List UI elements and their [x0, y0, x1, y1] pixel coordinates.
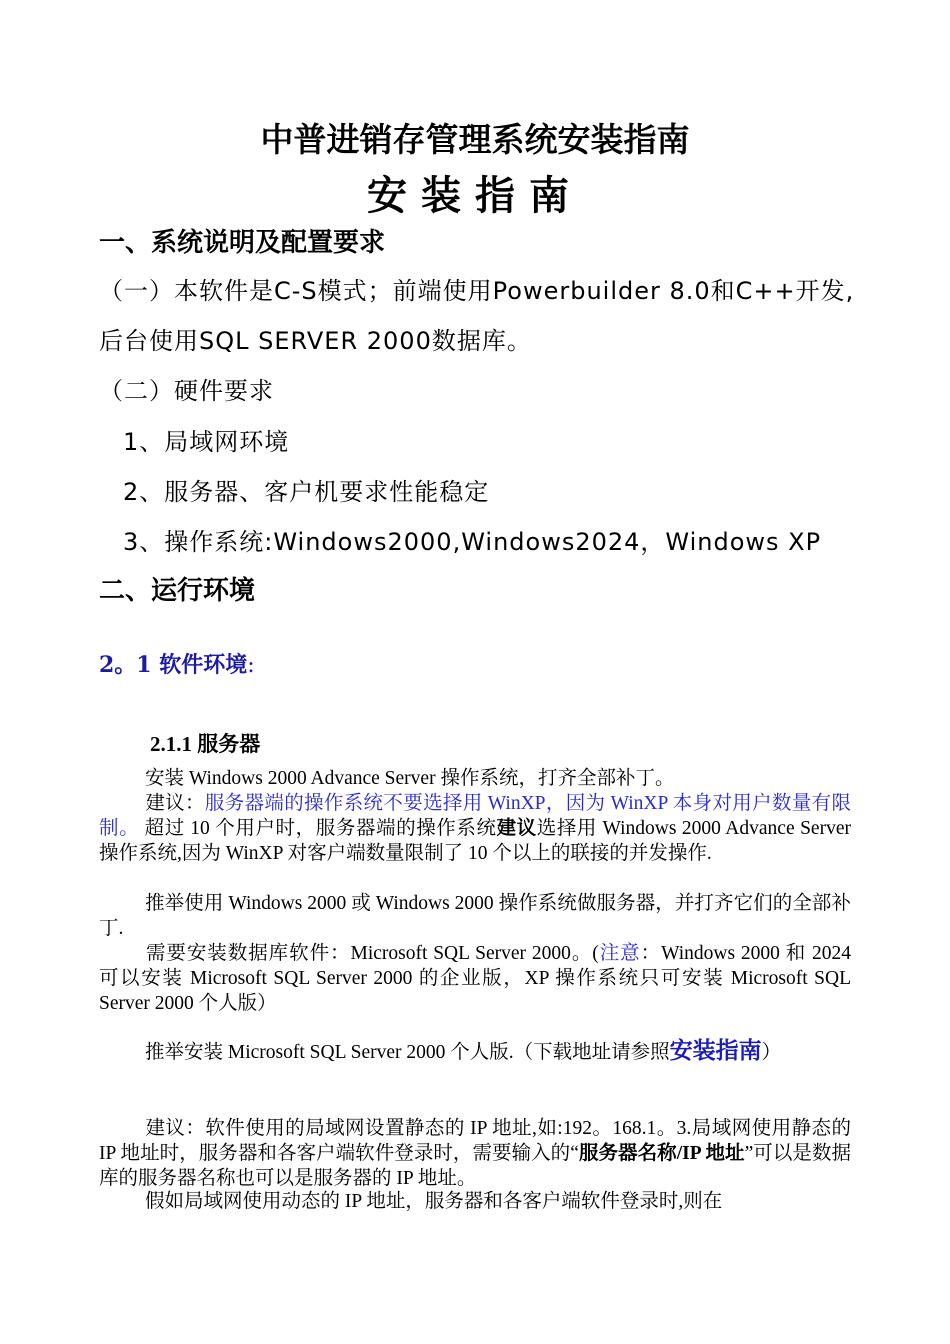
section-heading-runtime: 二、运行环境 — [99, 576, 256, 606]
intro-line-1: （一）本软件是C-S模式；前端使用Powerbuilder 8.0和C++开发, — [99, 277, 855, 305]
subsection-heading-server: 2.1.1 服务器 — [150, 732, 261, 756]
hardware-item-performance: 2、服务器、客户机要求性能稳定 — [123, 478, 490, 506]
document-subtitle: 安装指南 — [367, 172, 583, 219]
intro-line-2: 后台使用SQL SERVER 2000数据库。 — [99, 327, 532, 355]
paragraph-recommend-sql: 推举安装 Microsoft SQL Server 2000 个人版.（下载地址请参照安装指南） — [145, 1038, 782, 1063]
hardware-item-network: 1、局域网环境 — [123, 428, 290, 456]
hardware-heading: （二）硬件要求 — [99, 377, 274, 405]
paragraph-install-os: 安装 Windows 2000 Advance Server 操作系统，打齐全部补丁。 — [145, 768, 675, 789]
document-title: 中普进销存管理系统安装指南 — [260, 120, 690, 159]
install-guide-link[interactable]: 安装指南 — [669, 1038, 762, 1063]
paragraph-server-advice: 建议：服务器端的操作系统不要选择用 WinXP，因为 WinXP 本身对用户数量有限制。 超过 10 个用户时，服务器端的操作系统建议选择用 Windows 2000 Advance Server 操作系统,因为 WinXP 对客户端数量限制了 10 个以上的联接的并发操作. — [99, 793, 851, 864]
paragraph-recommend-os: 推举使用 Windows 2000 或 Windows 2000 操作系统做服务器，并打齐它们的全部补丁. — [99, 893, 851, 939]
subsection-heading-software: 2。1 软件环境: — [99, 652, 255, 678]
paragraph-static-ip: 建议：软件使用的局域网设置静态的 IP 地址,如:192。168.1。3.局域网使用静态的 IP 地址时，服务器和各客户端软件登录时，需要输入的“服务器名称/IP 地址”可以是数据库的服务器名称也可以是服务器的 IP 地址。 — [99, 1118, 851, 1189]
paragraph-dynamic-ip: 假如局域网使用动态的 IP 地址，服务器和各客户端软件登录时,则在 — [145, 1191, 723, 1212]
paragraph-database-software: 需要安装数据库软件：Microsoft SQL Server 2000。(注意：Windows 2000 和 2024 可以安装 Microsoft SQL Server 2000 的企业版，XP 操作系统只可安装 Microsoft SQL Server 2000 个人版） — [99, 943, 851, 1014]
section-heading-system-config: 一、系统说明及配置要求 — [99, 228, 386, 258]
hardware-item-os: 3、操作系统:Windows2000,Windows2024，Windows XP — [123, 528, 822, 556]
